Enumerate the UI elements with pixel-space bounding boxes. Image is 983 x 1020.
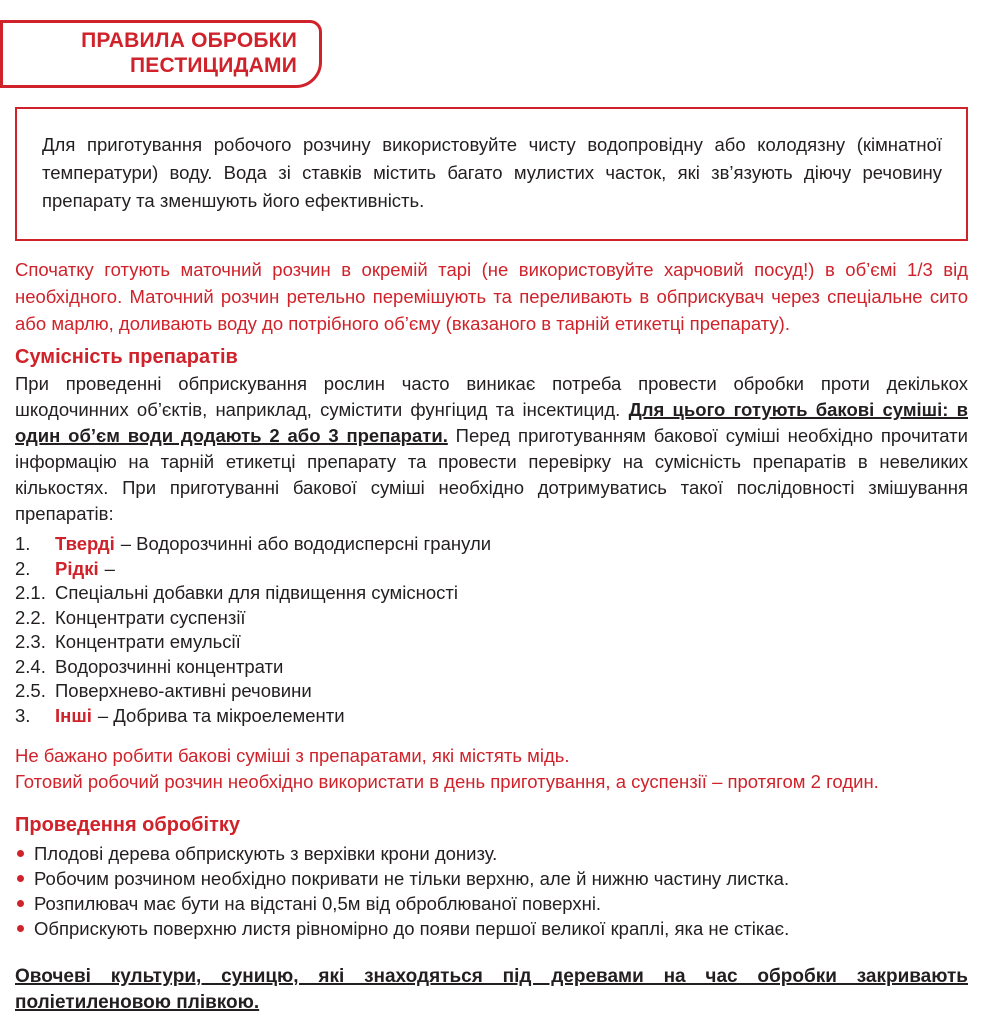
bullet-icon <box>17 925 24 932</box>
item-text: – Водорозчинні або вододисперсні гранули <box>120 533 492 554</box>
item-text: Спеціальні добавки для підвищення сумісності <box>55 582 458 603</box>
list-item <box>15 532 968 557</box>
list-item <box>15 557 968 582</box>
bullet-icon <box>17 875 24 882</box>
item-number: 2.3. <box>15 631 46 652</box>
list-item <box>15 679 968 704</box>
treatment-heading: Проведення обробітку <box>15 814 241 836</box>
stock-solution-note <box>15 256 968 337</box>
bullet-text: Розпилювач має бути на відстані 0,5м від оброблюваної поверхні. <box>34 893 602 914</box>
compatibility-text-part2: Перед приготуванням бакової суміші необхідно прочитати інформацію на тарній етикетці препарату та провести перевірку на сумісність препаратів в невеликих кількостях. При приготуванні бакової суміші необхідно дотримуватись такої послідовності змішування препаратів: <box>15 425 968 524</box>
treatment-bullet-list <box>15 841 968 941</box>
item-number: 2.5. <box>15 680 46 701</box>
badge-title-line2: ПЕСТИЦИДАМИ <box>129 54 297 77</box>
compatibility-text-part1: При проведенні обприскування рослин часто виникає потреба провести обробки проти декількох шкодочинних об’єктів, наприклад, сумістити фунгіцид та інсектицид. <box>15 373 968 420</box>
list-item <box>15 655 968 680</box>
item-number: 2.4. <box>15 655 46 677</box>
water-info-text: Для приготування робочого розчину використовуйте чисту водопровідну або колодязну (кімнатної температури) воду. Вода зі ставків містить багато мулистих часток, які зв’язують діючу речовину препарату та зменшують його ефективність. <box>42 134 942 211</box>
item-text: – Добрива та мікроелементи <box>97 704 345 726</box>
use-same-day-line: Готовий робочий розчин необхідно використати в день приготування, а суспензії – протягом 2 годин. <box>15 771 879 792</box>
water-info-box <box>15 107 968 241</box>
list-item <box>15 841 968 866</box>
cover-crops-note <box>15 964 968 1016</box>
list-item <box>15 581 968 606</box>
badge-title-line1: ПРАВИЛА ОБРОБКИ <box>81 29 297 52</box>
bullet-icon <box>17 900 24 907</box>
item-number: 1. <box>15 533 31 554</box>
compatibility-paragraph <box>15 371 968 527</box>
stock-solution-text: Спочатку готують маточний розчин в окремій тарі (не використовуйте харчовий посуд!) в об’ємі 1/3 від необхідного. Маточний розчин ретельно перемішують та переливають в обприскувач через спеціальне сито або марлю, доливають воду до потрібного об’єму (вказаного в тарній етикетці препарату). <box>15 259 968 334</box>
item-number: 2. <box>15 557 31 579</box>
header-badge <box>0 20 322 88</box>
item-term: Інші <box>55 704 92 726</box>
mixing-order-list <box>15 532 968 728</box>
item-number: 3. <box>15 704 31 726</box>
item-text: Концентрати суспензії <box>55 606 246 628</box>
bullet-text: Обприскують поверхню листя рівномірно до появи першої великої краплі, яка не стікає. <box>34 918 790 939</box>
item-number: 2.1. <box>15 582 46 603</box>
item-text: Водорозчинні концентрати <box>55 655 284 677</box>
copper-warning-line: Не бажано робити бакові суміші з препаратами, які містять мідь. <box>15 745 570 766</box>
copper-warning-block <box>15 743 968 795</box>
item-term: Тверді <box>55 533 115 554</box>
item-text: Поверхнево-активні речовини <box>55 680 312 701</box>
item-number: 2.2. <box>15 606 46 628</box>
compatibility-heading: Сумісність препаратів <box>15 346 238 368</box>
list-item <box>15 916 968 941</box>
list-item <box>15 630 968 655</box>
list-item <box>15 891 968 916</box>
item-text: Концентрати емульсії <box>55 631 241 652</box>
list-item <box>15 606 968 631</box>
bullet-text: Плодові дерева обприскують з верхівки крони донизу. <box>34 843 498 864</box>
item-term: Рідкі <box>55 557 99 579</box>
bullet-icon <box>17 850 24 857</box>
cover-crops-text: Овочеві культури, суницю, які знаходяться під деревами на час обробки закривають поліетиленовою плівкою. <box>15 966 968 1013</box>
tank-mix-rule-emphasis: Для цього готують бакові суміші: в один об’єм води додають 2 або 3 препарати. <box>15 399 968 446</box>
item-text: – <box>104 557 115 579</box>
list-item <box>15 866 968 891</box>
list-item <box>15 704 968 729</box>
bullet-text: Робочим розчином необхідно покривати не тільки верхню, але й нижню частину листка. <box>34 868 790 889</box>
